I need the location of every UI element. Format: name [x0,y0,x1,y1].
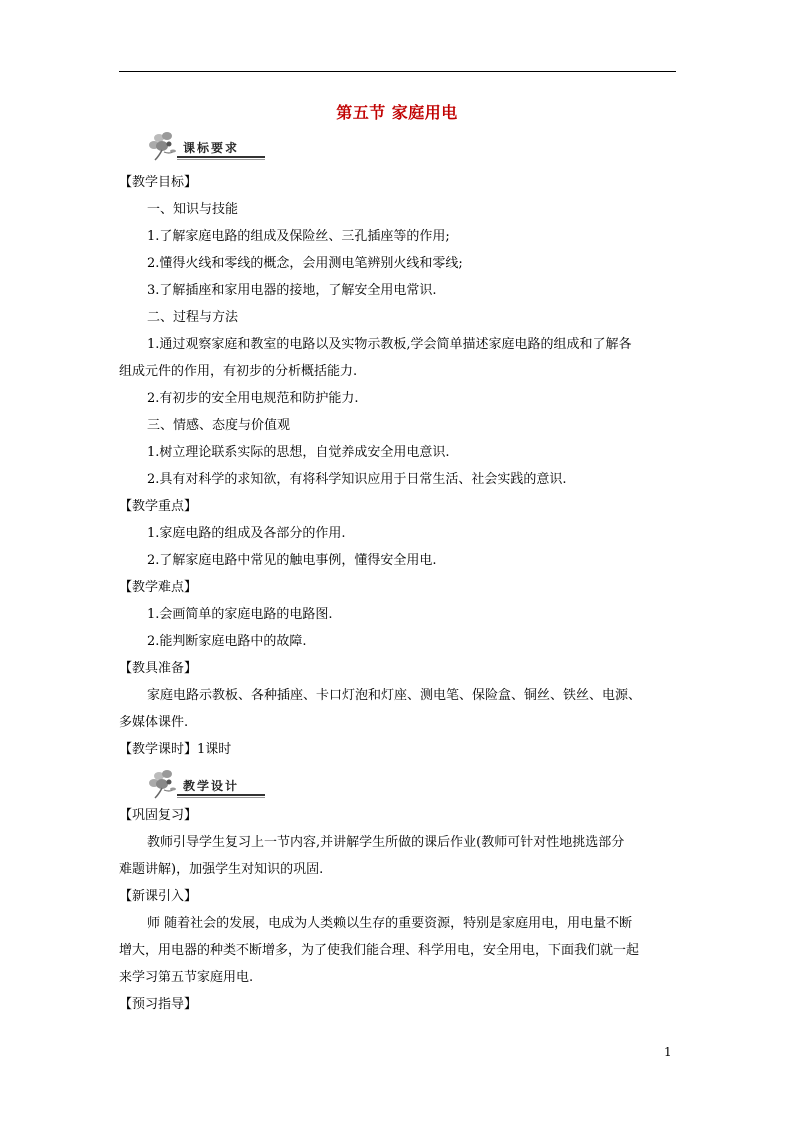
page-number: 1 [664,1045,672,1059]
heading-class-hours: 【教学课时】1课时 [119,742,232,757]
text-line: 家庭电路示教板、各种插座、卡口灯泡和灯座、测电笔、保险盒、铜丝、铁丝、电源、 [147,688,642,703]
heading-teaching-objectives: 【教学目标】 [119,175,198,190]
text-line: 3.了解插座和家用电器的接地，了解安全用电常识. [147,283,437,298]
text-line: 1.通过观察家庭和教室的电路以及实物示教板,学会简单描述家庭电路的组成和了解各 [147,337,632,352]
text-line: 2.具有对科学的求知欲，有将科学知识应用于日常生活、社会实践的意识. [147,472,567,487]
heading-difficulties: 【教学难点】 [119,580,198,595]
section-banner-curriculum [145,130,267,164]
text-line: 1.树立理论联系实际的思想，自觉养成安全用电意识. [147,445,450,460]
text-line: 来学习第五节家庭用电. [119,970,254,985]
section-banner-design [145,768,267,802]
banner-underline-shadow [177,797,265,798]
text-line: 增大，用电器的种类不断增多，为了使我们能合理、科学用电，安全用电，下面我们就一起 [119,943,640,958]
heading-key-points: 【教学重点】 [119,499,198,514]
banner-label: 课标要求 [183,141,240,155]
text-line: 多媒体课件. [119,715,189,730]
subheading-process-methods: 二、过程与方法 [147,310,239,325]
banner-underline-shadow [177,159,265,160]
banner-underline [177,156,265,158]
text-line: 教师引导学生复习上一节内容,并讲解学生所做的课后作业(教师可针对性地挑选部分 [147,835,625,850]
heading-review: 【巩固复习】 [119,808,198,823]
text-line: 组成元件的作用，有初步的分析概括能力. [119,364,358,379]
text-line: 1.家庭电路的组成及各部分的作用. [147,526,346,541]
banner-label: 教学设计 [183,779,240,793]
text-line: 2.懂得火线和零线的概念，会用测电笔辨别火线和零线; [147,256,463,271]
text-line: 1.会画简单的家庭电路的电路图. [147,607,333,622]
text-line: 难题讲解)，加强学生对知识的巩固. [119,862,324,877]
subheading-knowledge-skills: 一、知识与技能 [147,202,239,217]
heading-new-lesson: 【新课引入】 [119,889,198,904]
text-line: 2.能判断家庭电路中的故障. [147,634,307,649]
header-rule [119,71,676,72]
heading-teaching-aids: 【教具准备】 [119,661,198,676]
text-line: 1.了解家庭电路的组成及保险丝、三孔插座等的作用; [147,229,450,244]
page-title: 第五节 家庭用电 [336,103,458,122]
banner-underline [177,794,265,796]
text-line: 2.了解家庭电路中常见的触电事例，懂得安全用电. [147,553,437,568]
text-line: 2.有初步的安全用电规范和防护能力. [147,391,359,406]
heading-preview-guide: 【预习指导】 [119,997,198,1012]
subheading-attitudes-values: 三、情感、态度与价值观 [147,418,291,433]
text-line: 师 随着社会的发展，电成为人类赖以生存的重要资源，特别是家庭用电，用电量不断 [147,916,633,931]
